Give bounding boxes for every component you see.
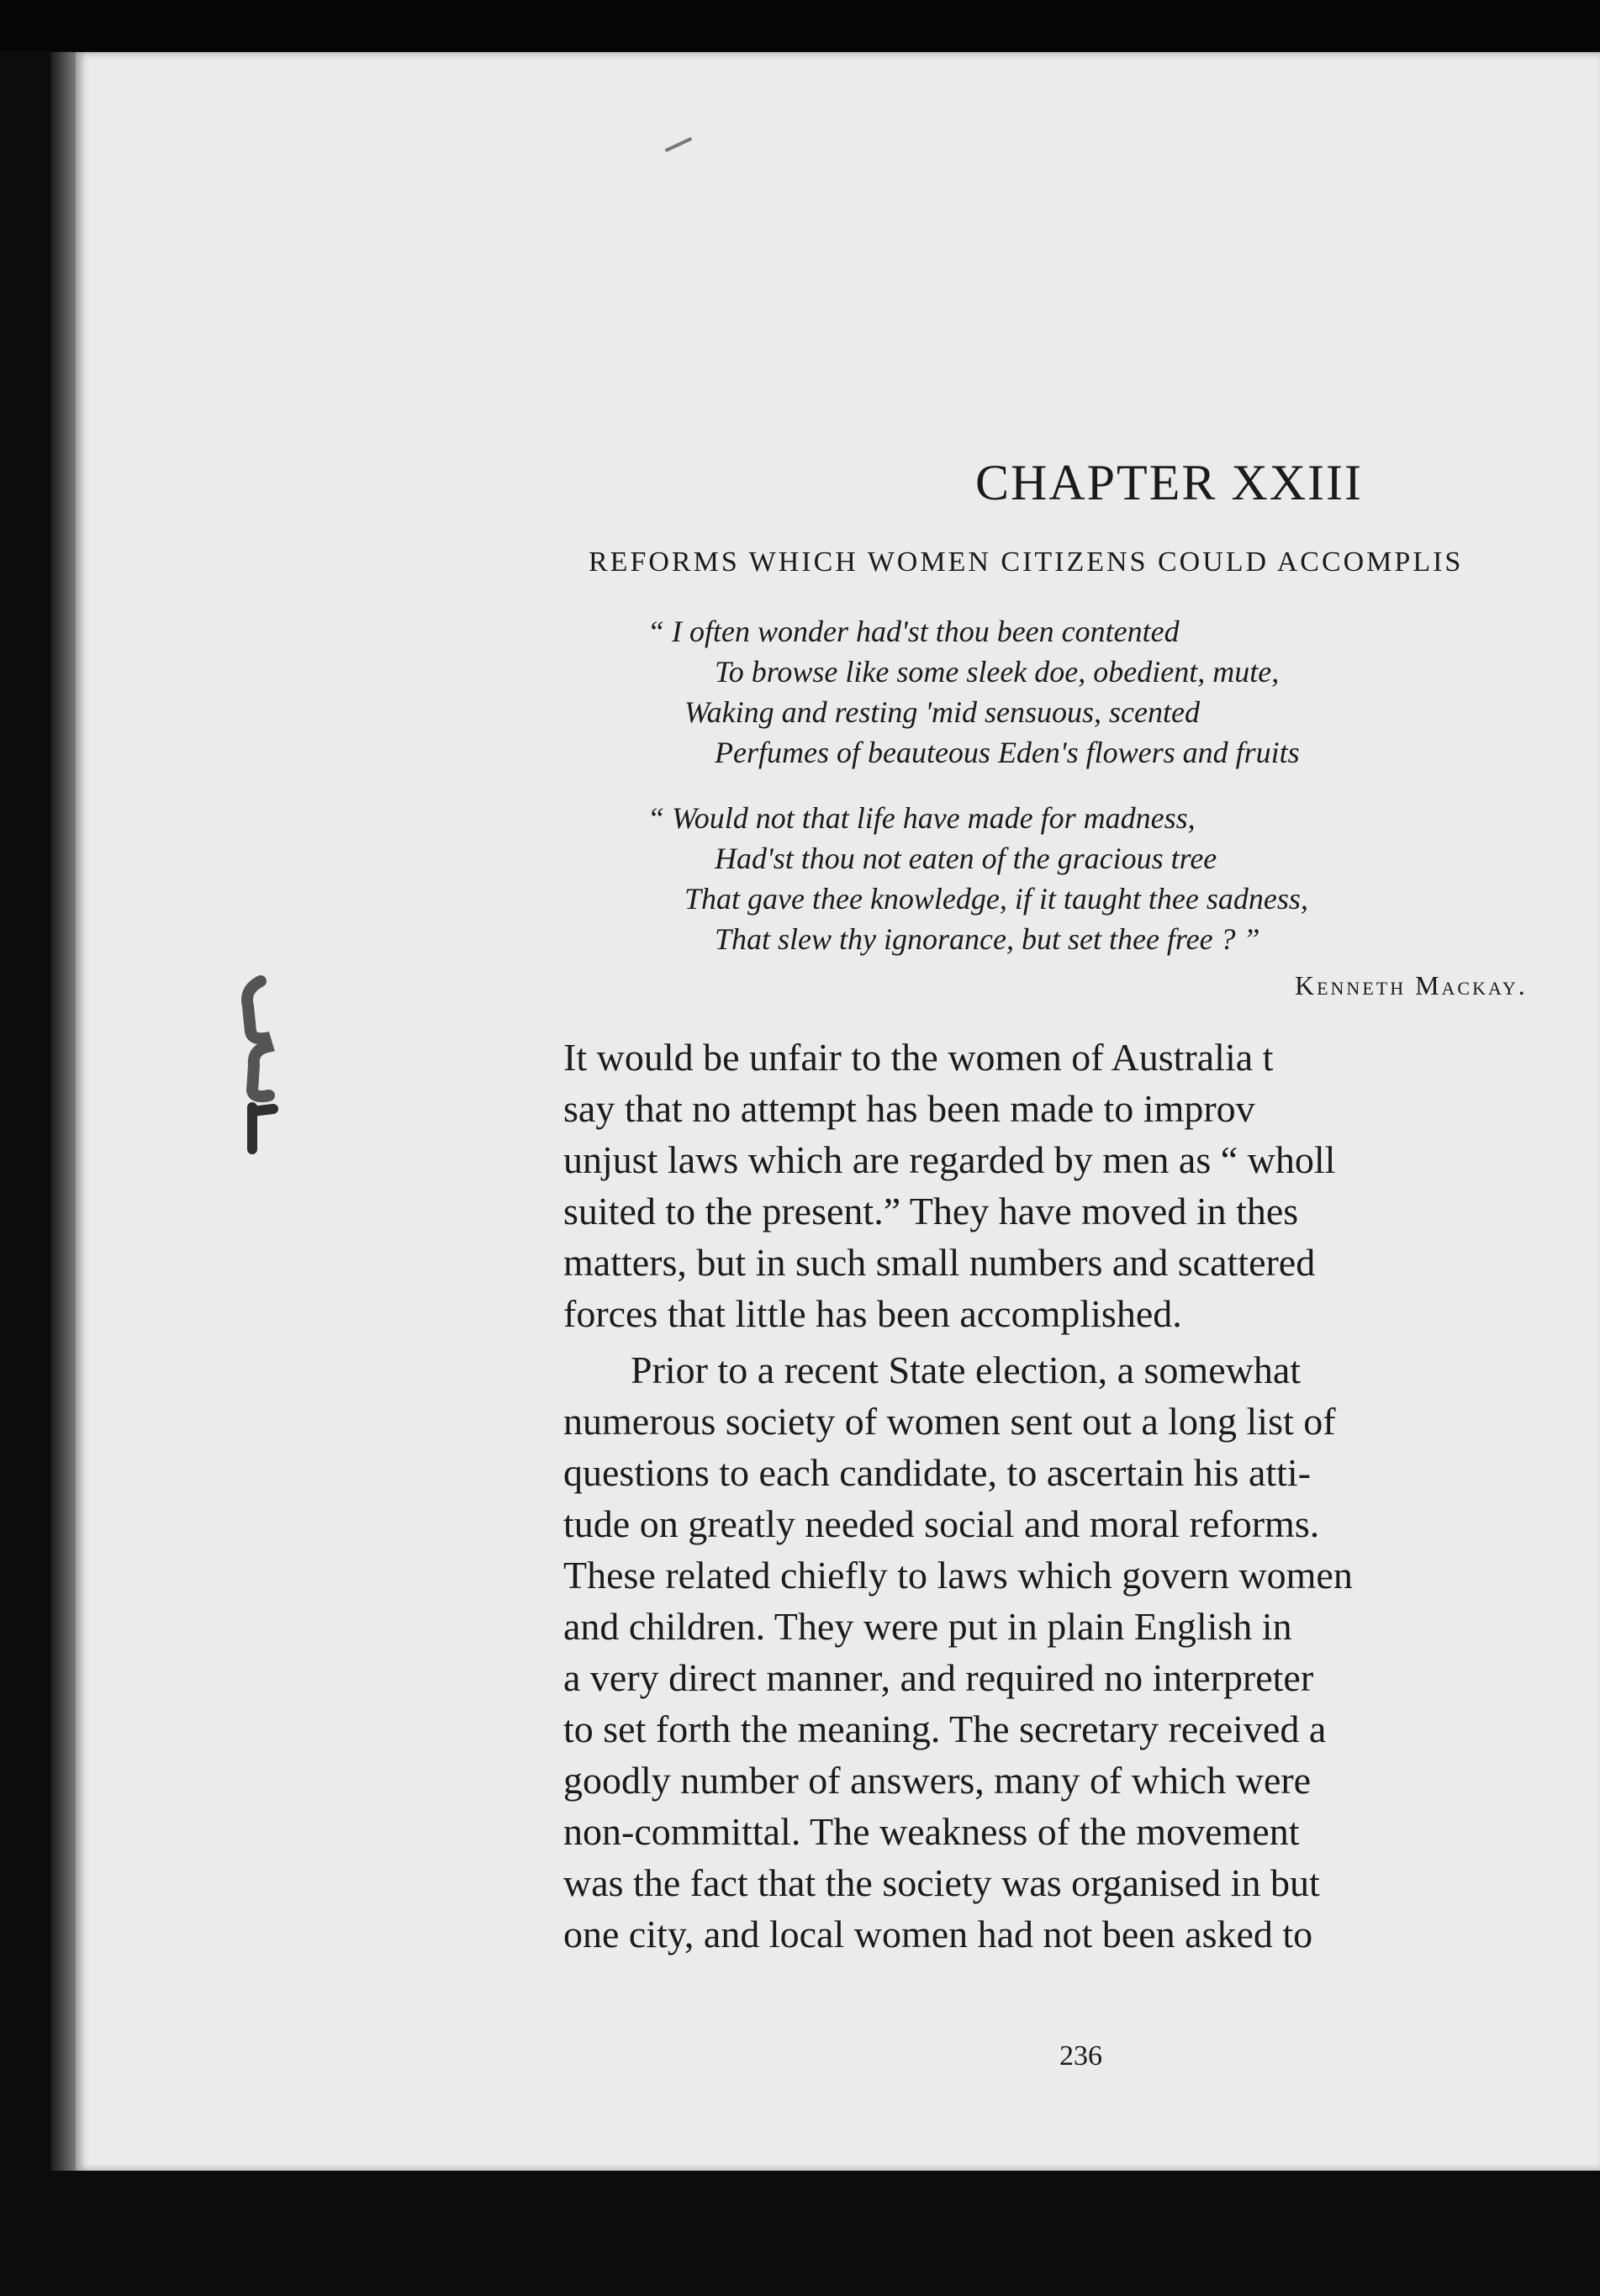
- poem-attribution: Kenneth Mackay.: [1295, 970, 1528, 1000]
- epigraph-poem: [647, 611, 1600, 984]
- poem-stanza: [647, 611, 1600, 773]
- text-line: numerous society of women sent out a long list of: [563, 1400, 1336, 1443]
- poem-line: “ I often wonder had'st thou been contented: [647, 615, 1180, 648]
- text-line: to set forth the meaning. The secretary received a: [563, 1707, 1327, 1750]
- poem-line: To browse like some sleek doe, obedient, mute,: [715, 655, 1280, 689]
- poem-stanza: [647, 798, 1600, 959]
- book-page: [76, 52, 1600, 2171]
- scan-background-top: [0, 0, 1600, 50]
- body-text: [563, 1032, 1600, 1960]
- page-content: [538, 439, 1600, 2120]
- text-line: and children. They were put in plain English in: [563, 1605, 1292, 1648]
- text-line: Prior to a recent State election, a somewhat: [631, 1349, 1302, 1391]
- text-line: These related chiefly to laws which govern women: [563, 1554, 1353, 1597]
- poem-line: Waking and resting 'mid sensuous, scented: [684, 695, 1200, 729]
- paragraph: [563, 1032, 1600, 1339]
- page-gutter-shadow: [50, 52, 76, 2171]
- paragraph: [563, 1344, 1600, 1960]
- text-line: unjust laws which are regarded by men as “ wholl: [563, 1138, 1336, 1181]
- text-line: non-committal. The weakness of the movement: [563, 1810, 1300, 1853]
- text-line: forces that little has been accomplished.: [563, 1292, 1182, 1335]
- text-line: was the fact that the society was organised in but: [563, 1861, 1320, 1904]
- poem-line: Had'st thou not eaten of the gracious tree: [715, 842, 1217, 875]
- text-line: suited to the present.” They have moved in thes: [563, 1190, 1299, 1232]
- chapter-title: CHAPTER XXIII: [975, 455, 1363, 510]
- chapter-subtitle: REFORMS WHICH WOMEN CITIZENS COULD ACCOMPLIS: [589, 546, 1464, 578]
- poem-line: Perfumes of beauteous Eden's flowers and fruits: [715, 736, 1300, 769]
- text-line: tude on greatly needed social and moral reforms.: [563, 1502, 1320, 1545]
- ink-smudge-icon: [227, 973, 294, 1166]
- text-line: matters, but in such small numbers and scattered: [563, 1241, 1316, 1284]
- text-line: one city, and local women had not been asked to: [563, 1913, 1313, 1956]
- poem-line: That gave thee knowledge, if it taught thee sadness,: [684, 882, 1308, 916]
- poem-line: That slew thy ignorance, but set thee free ? ”: [715, 922, 1260, 956]
- pencil-mark: [665, 137, 693, 152]
- poem-line: “ Would not that life have made for madness,: [647, 801, 1196, 835]
- text-line: goodly number of answers, many of which were: [563, 1759, 1312, 1802]
- text-line: say that no attempt has been made to improv: [563, 1087, 1255, 1130]
- text-line: It would be unfair to the women of Australia t: [563, 1036, 1274, 1079]
- page-number: 236: [1059, 2040, 1102, 2072]
- text-line: questions to each candidate, to ascertain his atti-: [563, 1451, 1312, 1494]
- text-line: a very direct manner, and required no interpreter: [563, 1656, 1314, 1699]
